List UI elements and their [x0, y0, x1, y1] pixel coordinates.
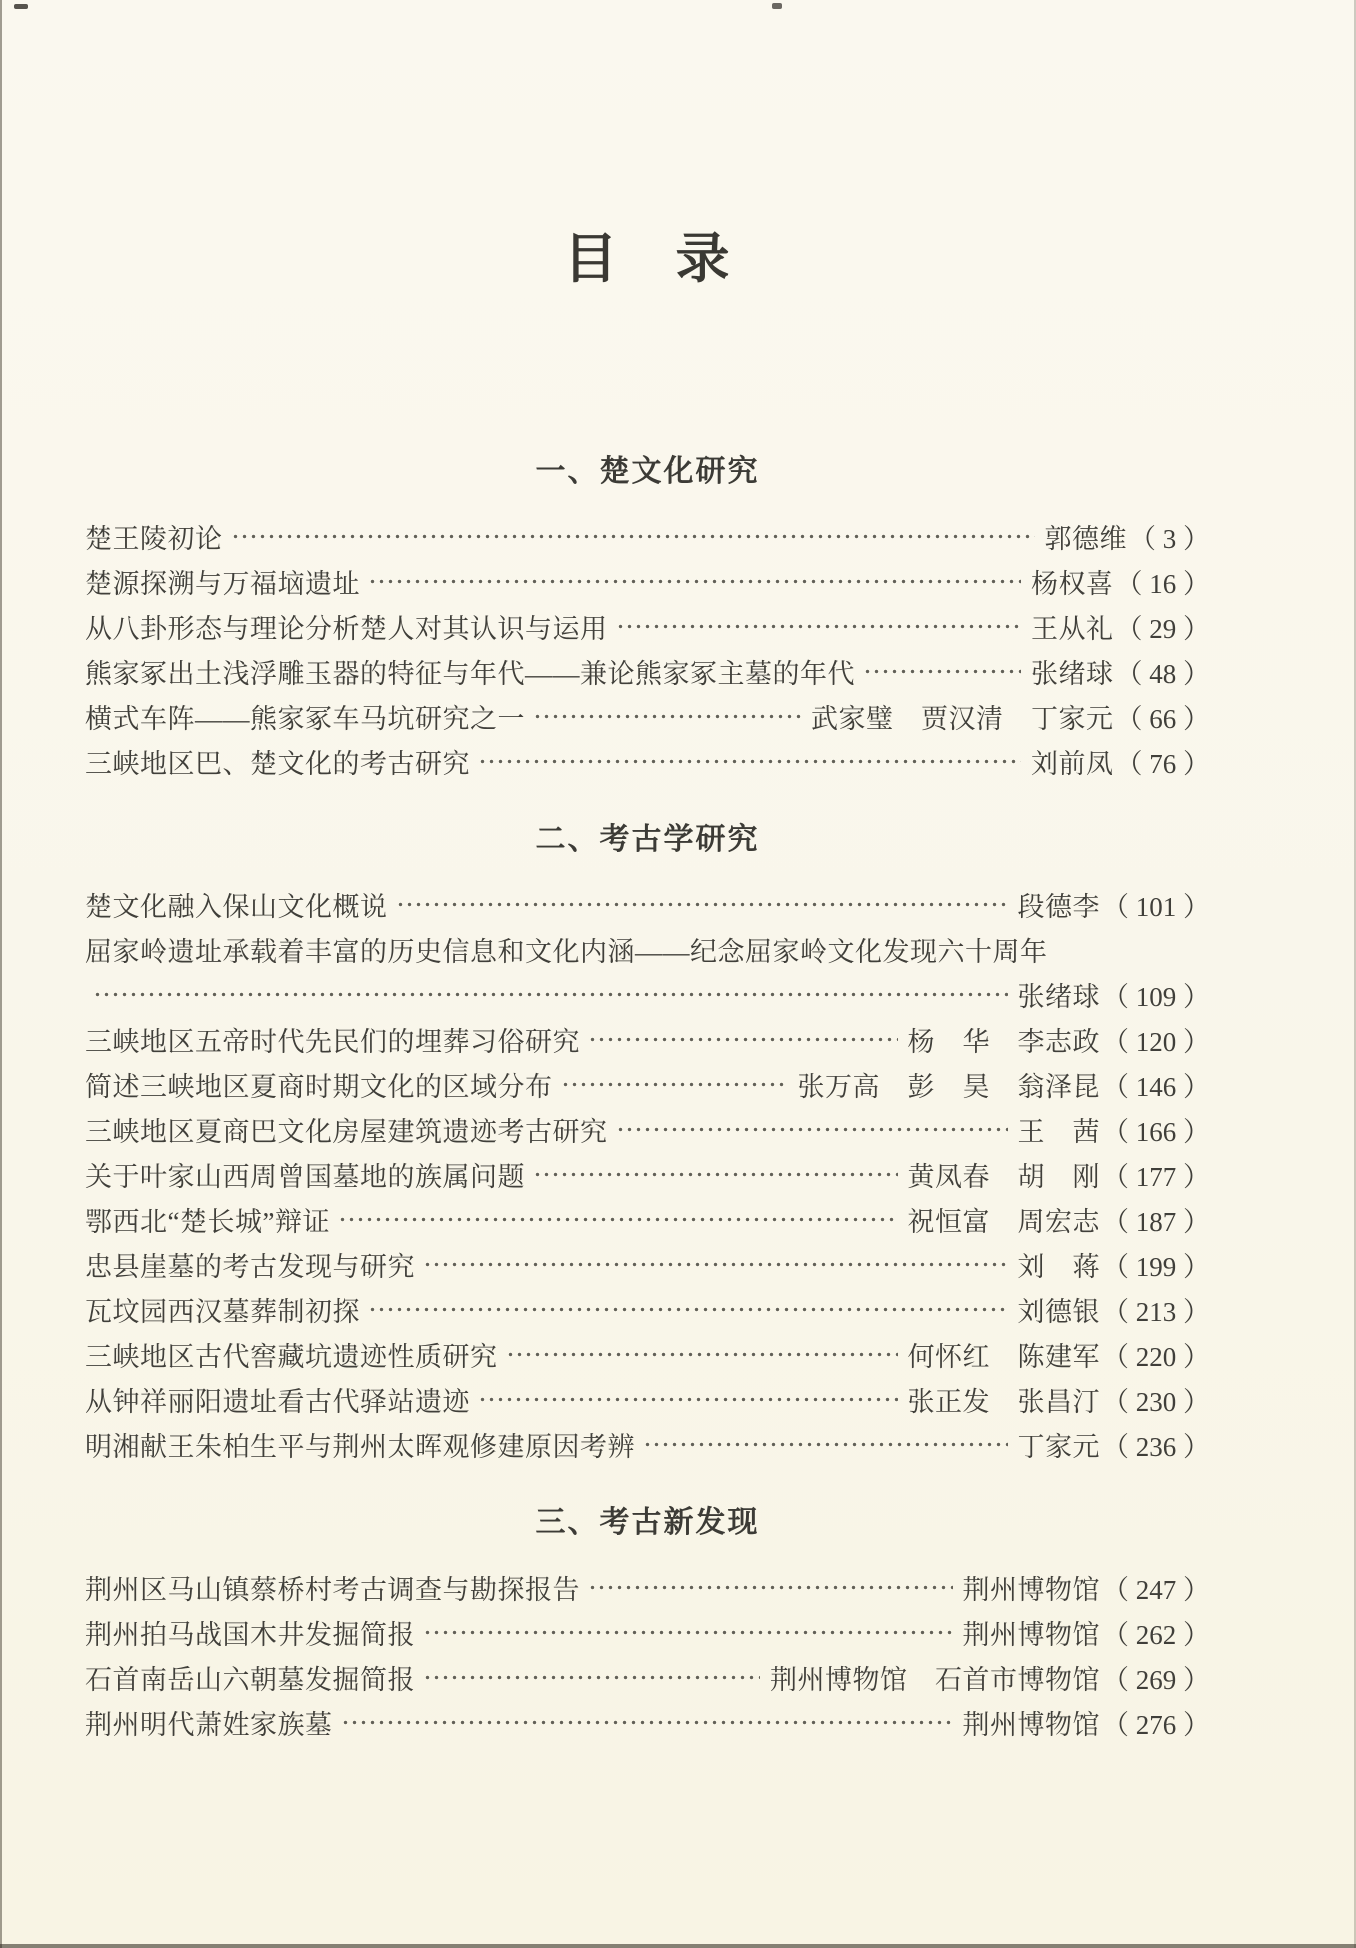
entry-title: 荆州明代萧姓家族墓: [85, 1709, 333, 1740]
entry-authors: 张万高 彭 昊 翁泽昆: [797, 1071, 1100, 1102]
table-of-contents: [85, 446, 1210, 1745]
entry-authors: 刘前凤: [1031, 748, 1114, 779]
dotted-leader: [533, 1152, 898, 1197]
page-title: 目 录: [563, 229, 732, 289]
entry-authors: 荆州博物馆: [962, 1574, 1100, 1605]
toc-entry: [85, 1107, 1210, 1152]
toc-section: [85, 814, 1210, 1467]
entry-page-number: （ 262 ）: [1102, 1619, 1210, 1650]
entry-page-number: （ 199 ）: [1102, 1251, 1210, 1282]
entry-authors: 杨 华 李志政: [907, 1026, 1100, 1057]
scan-artifact-speck: [772, 3, 782, 9]
entry-title: 石首南岳山六朝墓发掘简报: [85, 1664, 415, 1695]
entry-authors: 何怀红 陈建军: [907, 1341, 1100, 1372]
entry-title: 三峡地区夏商巴文化房屋建筑遗迹考古研究: [85, 1116, 608, 1147]
entry-page-number: （ 187 ）: [1102, 1206, 1210, 1237]
entry-title: 简述三峡地区夏商时期文化的区域分布: [85, 1071, 553, 1102]
dotted-leader: [423, 1610, 953, 1655]
toc-entry: [85, 1332, 1210, 1377]
entry-title: 三峡地区巴、楚文化的考古研究: [85, 748, 470, 779]
toc-entry: [85, 1377, 1210, 1422]
entry-authors: 王从礼: [1031, 613, 1114, 644]
entry-authors: 刘 蒋: [1017, 1251, 1100, 1282]
dotted-leader: [863, 649, 1021, 694]
entry-title: 三峡地区古代窖藏坑遗迹性质研究: [85, 1341, 498, 1372]
entry-authors: 武家璧 贾汉清 丁家元: [811, 703, 1114, 734]
entry-authors: 黄凤春 胡 刚: [907, 1161, 1100, 1192]
entry-title: 楚文化融入保山文化概说: [85, 891, 388, 922]
entry-authors: 荆州博物馆: [962, 1709, 1100, 1740]
dotted-leader: [341, 1700, 953, 1745]
entry-authors: 丁家元: [1017, 1431, 1100, 1462]
toc-entry: [85, 649, 1210, 694]
entry-page-number: （ 101 ）: [1102, 891, 1210, 922]
toc-entry: [85, 1700, 1210, 1745]
entry-title: 从八卦形态与理论分析楚人对其认识与运用: [85, 613, 608, 644]
entry-title: 楚源探溯与万福垴遗址: [85, 568, 360, 599]
entry-authors: 张绪球: [1031, 658, 1114, 689]
entry-authors: 杨权喜: [1031, 568, 1114, 599]
section-heading: 二、考古学研究: [535, 822, 760, 856]
dotted-leader: [561, 1062, 788, 1107]
entry-title: 荆州区马山镇蔡桥村考古调查与勘探报告: [85, 1574, 580, 1605]
entry-page-number: （ 48 ）: [1115, 658, 1210, 689]
dotted-leader: [478, 1377, 898, 1422]
entry-authors: 张正发 张昌汀: [907, 1386, 1100, 1417]
toc-entry: [85, 1017, 1210, 1062]
dotted-leader: [506, 1332, 898, 1377]
entry-page-number: （ 16 ）: [1115, 568, 1210, 599]
entry-page-number: （ 29 ）: [1115, 613, 1210, 644]
dotted-leader: [423, 1655, 760, 1700]
entry-authors: 祝恒富 周宏志: [907, 1206, 1100, 1237]
entry-title: 鄂西北“楚长城”辩证: [85, 1206, 330, 1237]
toc-entry: [85, 1062, 1210, 1107]
toc-entry: [85, 1655, 1210, 1700]
dotted-leader: [616, 604, 1022, 649]
entry-page-number: （ 146 ）: [1102, 1071, 1210, 1102]
entry-page-number: （ 236 ）: [1102, 1431, 1210, 1462]
dotted-leader: [616, 1107, 1008, 1152]
entry-title: 横式车阵——熊家冢车马坑研究之一: [85, 703, 525, 734]
entry-title: 关于叶家山西周曾国墓地的族属问题: [85, 1161, 525, 1192]
entry-title: 瓦坟园西汉墓葬制初探: [85, 1296, 360, 1327]
entry-page-number: （ 230 ）: [1102, 1386, 1210, 1417]
entry-authors: 张绪球: [1017, 981, 1100, 1012]
dotted-leader: [643, 1422, 1008, 1467]
entry-title: 三峡地区五帝时代先民们的埋葬习俗研究: [85, 1026, 580, 1057]
entry-page-number: （ 220 ）: [1102, 1341, 1210, 1372]
entry-title: 楚王陵初论: [85, 523, 223, 554]
entry-page-number: （ 3 ）: [1129, 523, 1210, 554]
scan-edge-left: [0, 0, 2, 1948]
entry-authors: 刘德银: [1017, 1296, 1100, 1327]
dotted-leader: [368, 559, 1021, 604]
dotted-leader: [231, 514, 1035, 559]
entry-title: 忠县崖墓的考古发现与研究: [85, 1251, 415, 1282]
toc-entry: [85, 1422, 1210, 1467]
dotted-leader: [588, 1565, 953, 1610]
entry-page-number: （ 213 ）: [1102, 1296, 1210, 1327]
toc-entry: [85, 1287, 1210, 1332]
toc-entry: [85, 559, 1210, 604]
dotted-leader: [396, 882, 1008, 927]
toc-entry: [85, 927, 1210, 972]
dotted-leader: [533, 694, 801, 739]
scan-artifact-speck: [14, 4, 28, 9]
entry-authors: 荆州博物馆: [962, 1619, 1100, 1650]
entry-page-number: （ 120 ）: [1102, 1026, 1210, 1057]
toc-entry: [85, 1610, 1210, 1655]
entry-page-number: （ 276 ）: [1102, 1709, 1210, 1740]
dotted-leader: [93, 972, 1008, 1017]
entry-authors: 段德李: [1017, 891, 1100, 922]
toc-section: [85, 1497, 1210, 1745]
section-heading: 三、考古新发现: [535, 1505, 760, 1539]
entry-authors: 王 茜: [1017, 1116, 1100, 1147]
dotted-leader: [423, 1242, 1008, 1287]
toc-entry-continuation: [85, 972, 1210, 1017]
section-heading: 一、楚文化研究: [535, 454, 760, 488]
toc-entry: [85, 514, 1210, 559]
entry-title: 荆州拍马战国木井发掘简报: [85, 1619, 415, 1650]
dotted-leader: [478, 739, 1021, 784]
entry-page-number: （ 76 ）: [1115, 748, 1210, 779]
entry-page-number: （ 66 ）: [1115, 703, 1210, 734]
dotted-leader: [368, 1287, 1008, 1332]
toc-entry: [85, 882, 1210, 927]
entry-page-number: （ 109 ）: [1102, 981, 1210, 1012]
entry-title: 熊家冢出土浅浮雕玉器的特征与年代——兼论熊家冢主墓的年代: [85, 658, 855, 689]
toc-entry: [85, 1197, 1210, 1242]
dotted-leader: [588, 1017, 898, 1062]
toc-entry: [85, 694, 1210, 739]
entry-page-number: （ 269 ）: [1102, 1664, 1210, 1695]
toc-entry: [85, 1565, 1210, 1610]
entry-title: 明湘献王朱柏生平与荆州太晖观修建原因考辨: [85, 1431, 635, 1462]
entry-page-number: （ 166 ）: [1102, 1116, 1210, 1147]
entry-title: 从钟祥丽阳遗址看古代驿站遗迹: [85, 1386, 470, 1417]
entry-title: 屈家岭遗址承载着丰富的历史信息和文化内涵——纪念屈家岭文化发现六十周年: [85, 936, 1048, 967]
toc-entry: [85, 739, 1210, 784]
toc-section: [85, 446, 1210, 784]
dotted-leader: [338, 1197, 898, 1242]
entry-authors: 荆州博物馆 石首市博物馆: [770, 1664, 1100, 1695]
toc-entry: [85, 1242, 1210, 1287]
entry-authors: 郭德维: [1044, 523, 1127, 554]
entry-page-number: （ 177 ）: [1102, 1161, 1210, 1192]
toc-entry: [85, 1152, 1210, 1197]
scan-edge-bottom: [0, 1944, 1356, 1948]
entry-page-number: （ 247 ）: [1102, 1574, 1210, 1605]
toc-entry: [85, 604, 1210, 649]
